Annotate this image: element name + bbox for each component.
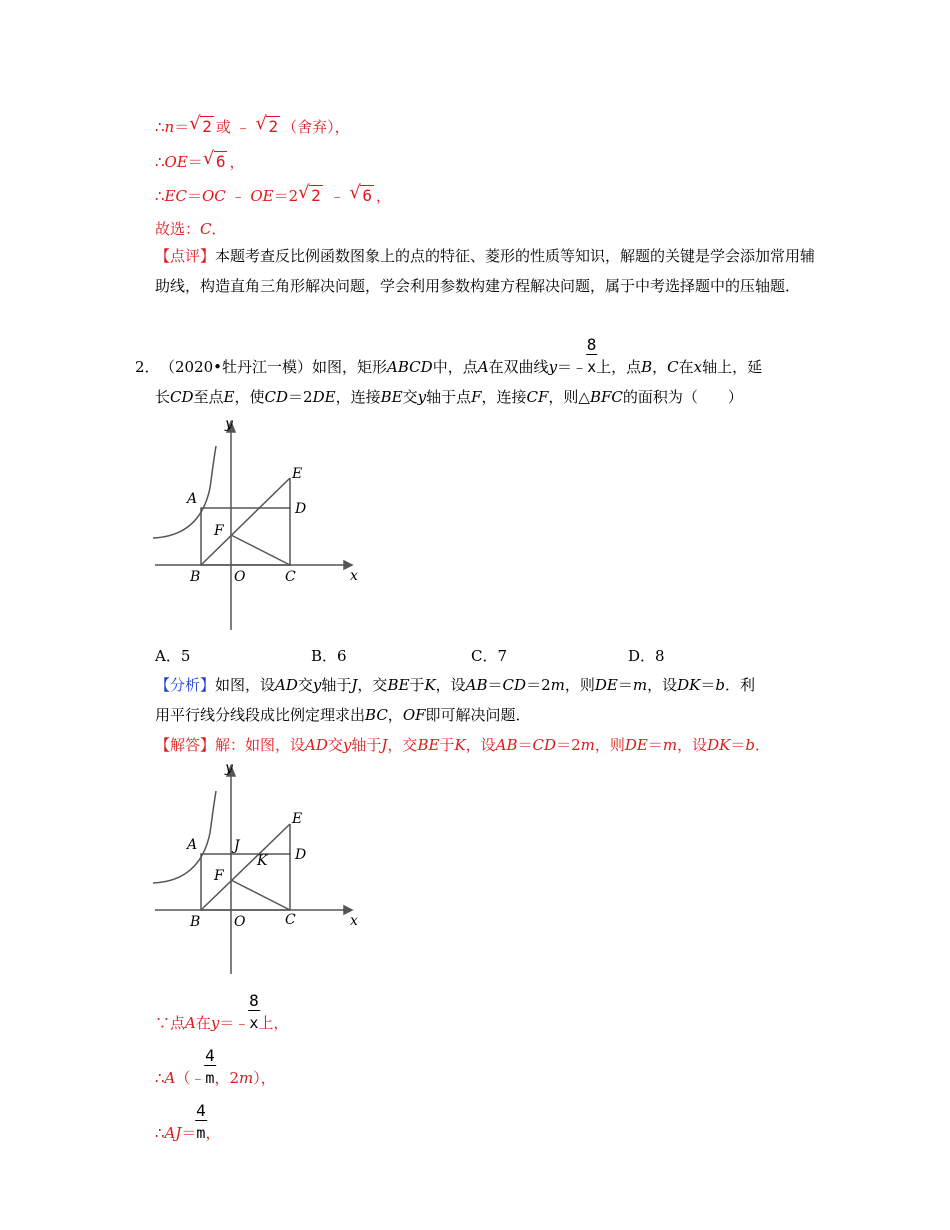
option-d[interactable]: D．8 bbox=[628, 647, 665, 665]
answer-options bbox=[155, 645, 855, 667]
fig1-label-y: y bbox=[225, 418, 233, 432]
analysis-line-2: 用平行线分线段成比例定理求出BC，OF即可解决问题． bbox=[155, 706, 531, 724]
option-a[interactable]: A．5 bbox=[155, 647, 191, 665]
solution-line-n: ∴n＝√ 2 或 ﹣ √ 2 （舍弃）， bbox=[155, 117, 350, 137]
fig2-label-c: C bbox=[285, 912, 296, 928]
fig1-label-f: F bbox=[214, 523, 224, 539]
fraction-8-over-x: $\frac{8}{x}$ bbox=[586, 335, 597, 376]
solution-line-oe: ∴OE＝√ 6 ， bbox=[155, 152, 244, 172]
figure-1 bbox=[150, 418, 370, 633]
bottom-line-1: ∵点A在y＝﹣ $\frac{8}{x}$上， bbox=[155, 991, 289, 1032]
sqrt-6: √ 6 bbox=[349, 186, 374, 206]
sqrt-2: √ 2 bbox=[255, 117, 280, 137]
sqrt-2: √ 2 bbox=[298, 186, 323, 206]
question-number: 2． bbox=[135, 358, 160, 376]
fig2-label-k: K bbox=[257, 853, 268, 869]
sqrt-2: √ 2 bbox=[189, 117, 214, 137]
fig2-label-x: x bbox=[350, 913, 358, 929]
bottom-line-2: ∴A（﹣ $\frac{4}{m}$，2m）， bbox=[155, 1046, 276, 1087]
review-text: 本题考查反比例函数图象上的点的特征、菱形的性质等知识，解题的关键是学会添加常用辅助线，构造直角三角形解决问题，学会利用参数构建方程解决问题，属于中考选择题中的压轴题． bbox=[155, 247, 816, 295]
sqrt-6: √ 6 bbox=[203, 152, 228, 172]
fig2-label-b: B bbox=[190, 914, 201, 930]
fig1-label-x: x bbox=[350, 568, 358, 584]
fig1-label-e: E bbox=[292, 466, 303, 482]
figure-2 bbox=[150, 762, 370, 977]
fraction-4-over-m: $\frac{4}{m}$ bbox=[205, 1046, 215, 1087]
fig2-label-e: E bbox=[292, 811, 303, 827]
review-tag: 【点评】 bbox=[155, 247, 216, 265]
solution-line-1: 【解答】解：如图，设AD交y轴于J，交BE于K，设AB＝CD＝2m，则DE＝m，设DK＝b． bbox=[155, 736, 770, 754]
question-line-2: 长CD至点E，使CD＝2DE，连接BE交y轴于点F，连接CF，则△BFC的面积为（ ） bbox=[155, 388, 743, 406]
fig1-label-b: B bbox=[190, 569, 201, 585]
answer-line: 故选：C． bbox=[155, 220, 227, 238]
fig2-label-f: F bbox=[214, 868, 224, 884]
analysis-line-1: 【分析】如图，设AD交y轴于J，交BE于K，设AB＝CD＝2m，则DE＝m，设DK＝b．利 bbox=[155, 676, 755, 694]
fig2-label-a: A bbox=[187, 837, 198, 853]
question-line-1: （2020•牡丹江一模）如图，矩形ABCD中，点A在双曲线y＝﹣ $\frac{8}{x}$上，点B，C在x轴上，延 bbox=[160, 335, 763, 376]
fig2-label-j: J bbox=[234, 838, 240, 854]
fig1-label-d: D bbox=[295, 501, 307, 517]
fraction-8-over-x: $\frac{8}{x}$ bbox=[249, 991, 259, 1032]
review-paragraph bbox=[155, 241, 820, 301]
solution-line-ec: ∴EC＝OC ﹣ OE＝2√ 2 ﹣ √ 6 ， bbox=[155, 186, 391, 206]
fraction-4-over-m: $\frac{4}{m}$ bbox=[196, 1101, 206, 1142]
fig1-label-o: O bbox=[234, 569, 246, 585]
fig2-label-y: y bbox=[225, 762, 233, 776]
fig2-label-d: D bbox=[295, 847, 307, 863]
bottom-line-3: ∴AJ＝ $\frac{4}{m}$， bbox=[155, 1101, 221, 1142]
option-c[interactable]: C．7 bbox=[471, 647, 508, 665]
fig2-label-o: O bbox=[234, 914, 246, 930]
option-b[interactable]: B．6 bbox=[311, 647, 347, 665]
fig1-label-c: C bbox=[285, 569, 296, 585]
fig1-label-a: A bbox=[187, 491, 198, 507]
